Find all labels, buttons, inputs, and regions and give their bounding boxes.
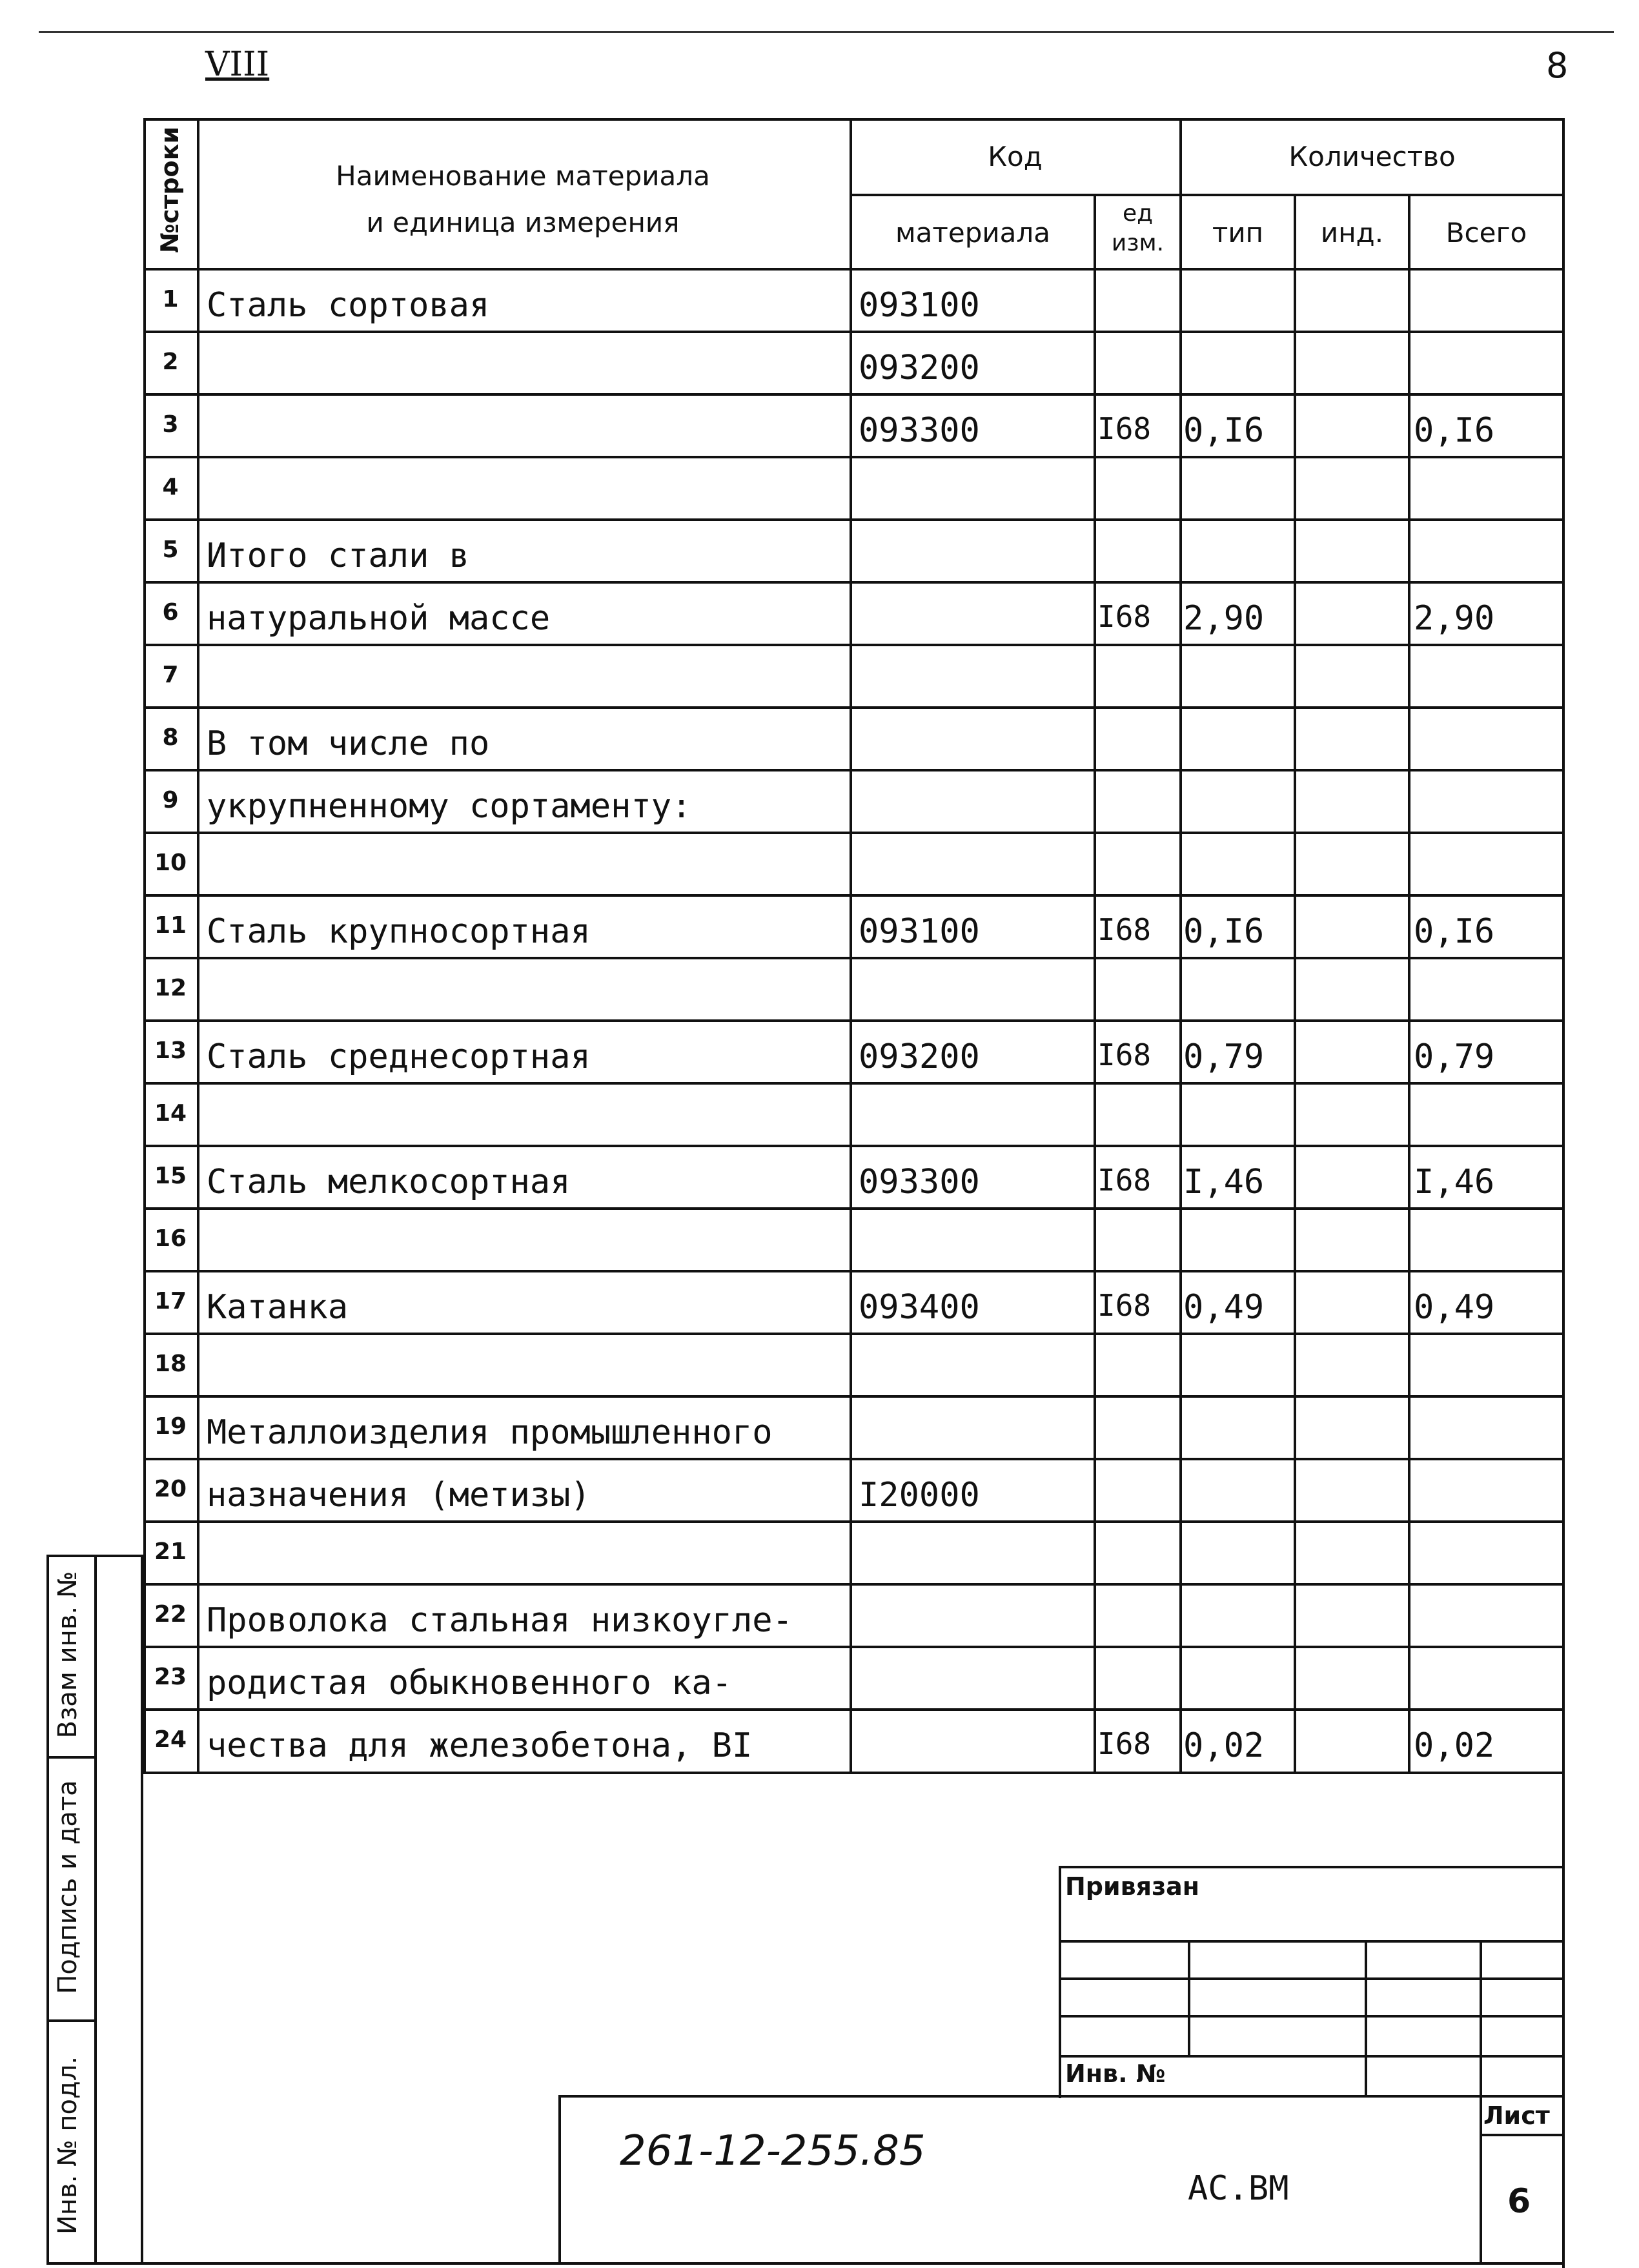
row-13-unit: I68: [1097, 1037, 1152, 1072]
row-9-n: 9: [162, 787, 179, 813]
header-row-no: №строки: [156, 127, 184, 253]
row-6-total: 2,90: [1414, 599, 1495, 638]
row-21-n: 21: [154, 1538, 187, 1565]
row-20-code: I20000: [859, 1476, 980, 1515]
roman-numeral: VIII: [205, 45, 270, 84]
row-11-n: 11: [154, 912, 187, 939]
sidebar-vzam: Взам инв. №: [53, 1571, 83, 1739]
row-14-n: 14: [154, 1100, 187, 1127]
row-17-code: 093400: [859, 1288, 980, 1327]
sheet-number: 6: [1507, 2182, 1531, 2221]
stamp-inv-no: Инв. №: [1065, 2059, 1166, 2088]
row-17-total: 0,49: [1414, 1288, 1495, 1327]
header-qty-type: тип: [1212, 217, 1264, 249]
row-17-unit: I68: [1097, 1288, 1152, 1323]
row-1-name: Сталь сортовая: [207, 286, 490, 325]
corner-mark: 8: [1546, 45, 1569, 86]
row-6-unit: I68: [1097, 599, 1152, 634]
row-2-n: 2: [162, 349, 179, 375]
row-5-name: Итого стали в: [207, 536, 469, 575]
row-19-n: 19: [154, 1413, 187, 1440]
row-11-name: Сталь крупносортная: [207, 912, 591, 951]
row-18-n: 18: [154, 1351, 187, 1377]
row-3-tip: 0,I6: [1183, 411, 1265, 450]
row-3-code: 093300: [859, 411, 980, 450]
sheet-label: Лист: [1483, 2101, 1550, 2130]
row-23-name: родистая обыкновенного ка-: [207, 1664, 732, 1702]
header-code: Код: [988, 141, 1043, 172]
header-code-unit-2: изм.: [1111, 230, 1165, 256]
row-8-name: В том числе по: [207, 724, 490, 763]
header-qty-ind: инд.: [1320, 217, 1384, 249]
row-15-tip: I,46: [1183, 1163, 1265, 1201]
row-1-n: 1: [162, 286, 179, 312]
row-11-code: 093100: [859, 912, 980, 951]
row-8-n: 8: [162, 724, 179, 751]
row-13-tip: 0,79: [1183, 1037, 1265, 1076]
stamp-privyazan: Привязан: [1065, 1872, 1200, 1901]
row-11-total: 0,I6: [1414, 912, 1495, 951]
row-22-n: 22: [154, 1601, 187, 1628]
header-qty-total: Всего: [1445, 217, 1527, 249]
header-name-line1: Наименование материала: [336, 160, 710, 192]
row-20-name: назначения (метизы): [207, 1476, 591, 1515]
row-3-n: 3: [162, 411, 179, 438]
row-9-name: укрупненному сортаменту:: [207, 787, 692, 826]
row-15-code: 093300: [859, 1163, 980, 1201]
row-6-name: натуральной массе: [207, 599, 551, 638]
row-17-name: Катанка: [207, 1288, 349, 1327]
row-17-n: 17: [154, 1288, 187, 1314]
row-15-name: Сталь мелкосортная: [207, 1163, 571, 1201]
row-19-name: Металлоизделия промышленного: [207, 1413, 773, 1452]
row-1-code: 093100: [859, 286, 980, 325]
row-20-n: 20: [154, 1476, 187, 1502]
row-23-n: 23: [154, 1664, 187, 1690]
row-2-code: 093200: [859, 349, 980, 387]
row-17-tip: 0,49: [1183, 1288, 1265, 1327]
row-7-n: 7: [162, 662, 179, 688]
row-5-n: 5: [162, 536, 179, 563]
row-3-total: 0,I6: [1414, 411, 1495, 450]
header-quantity: Количество: [1288, 141, 1456, 172]
row-10-n: 10: [154, 850, 187, 876]
row-24-n: 24: [154, 1726, 187, 1753]
row-13-code: 093200: [859, 1037, 980, 1076]
row-24-tip: 0,02: [1183, 1726, 1265, 1765]
document-number: 261-12-255.85: [620, 2127, 926, 2175]
sidebar-podpis: Подпись и дата: [53, 1780, 83, 1994]
row-15-unit: I68: [1097, 1163, 1152, 1198]
sidebar-inv-podl: Инв. № подл.: [53, 2056, 83, 2234]
row-15-total: I,46: [1414, 1163, 1495, 1201]
row-12-n: 12: [154, 975, 187, 1001]
row-13-n: 13: [154, 1037, 187, 1064]
row-15-n: 15: [154, 1163, 187, 1189]
row-13-total: 0,79: [1414, 1037, 1495, 1076]
row-24-unit: I68: [1097, 1726, 1152, 1761]
header-code-unit-1: ед: [1122, 200, 1154, 227]
row-16-n: 16: [154, 1225, 187, 1252]
row-6-n: 6: [162, 599, 179, 626]
row-4-n: 4: [162, 474, 179, 500]
row-22-name: Проволока стальная низкоугле-: [207, 1601, 793, 1640]
row-3-unit: I68: [1097, 411, 1152, 446]
row-13-name: Сталь среднесортная: [207, 1037, 591, 1076]
row-11-unit: I68: [1097, 912, 1152, 947]
row-6-tip: 2,90: [1183, 599, 1265, 638]
header-name-line2: и единица измерения: [366, 207, 680, 238]
row-11-tip: 0,I6: [1183, 912, 1265, 951]
document-code: АС.ВМ: [1188, 2169, 1289, 2208]
header-code-material: материала: [895, 217, 1050, 249]
row-24-total: 0,02: [1414, 1726, 1495, 1765]
row-24-name: чества для железобетона, BI: [207, 1726, 753, 1765]
